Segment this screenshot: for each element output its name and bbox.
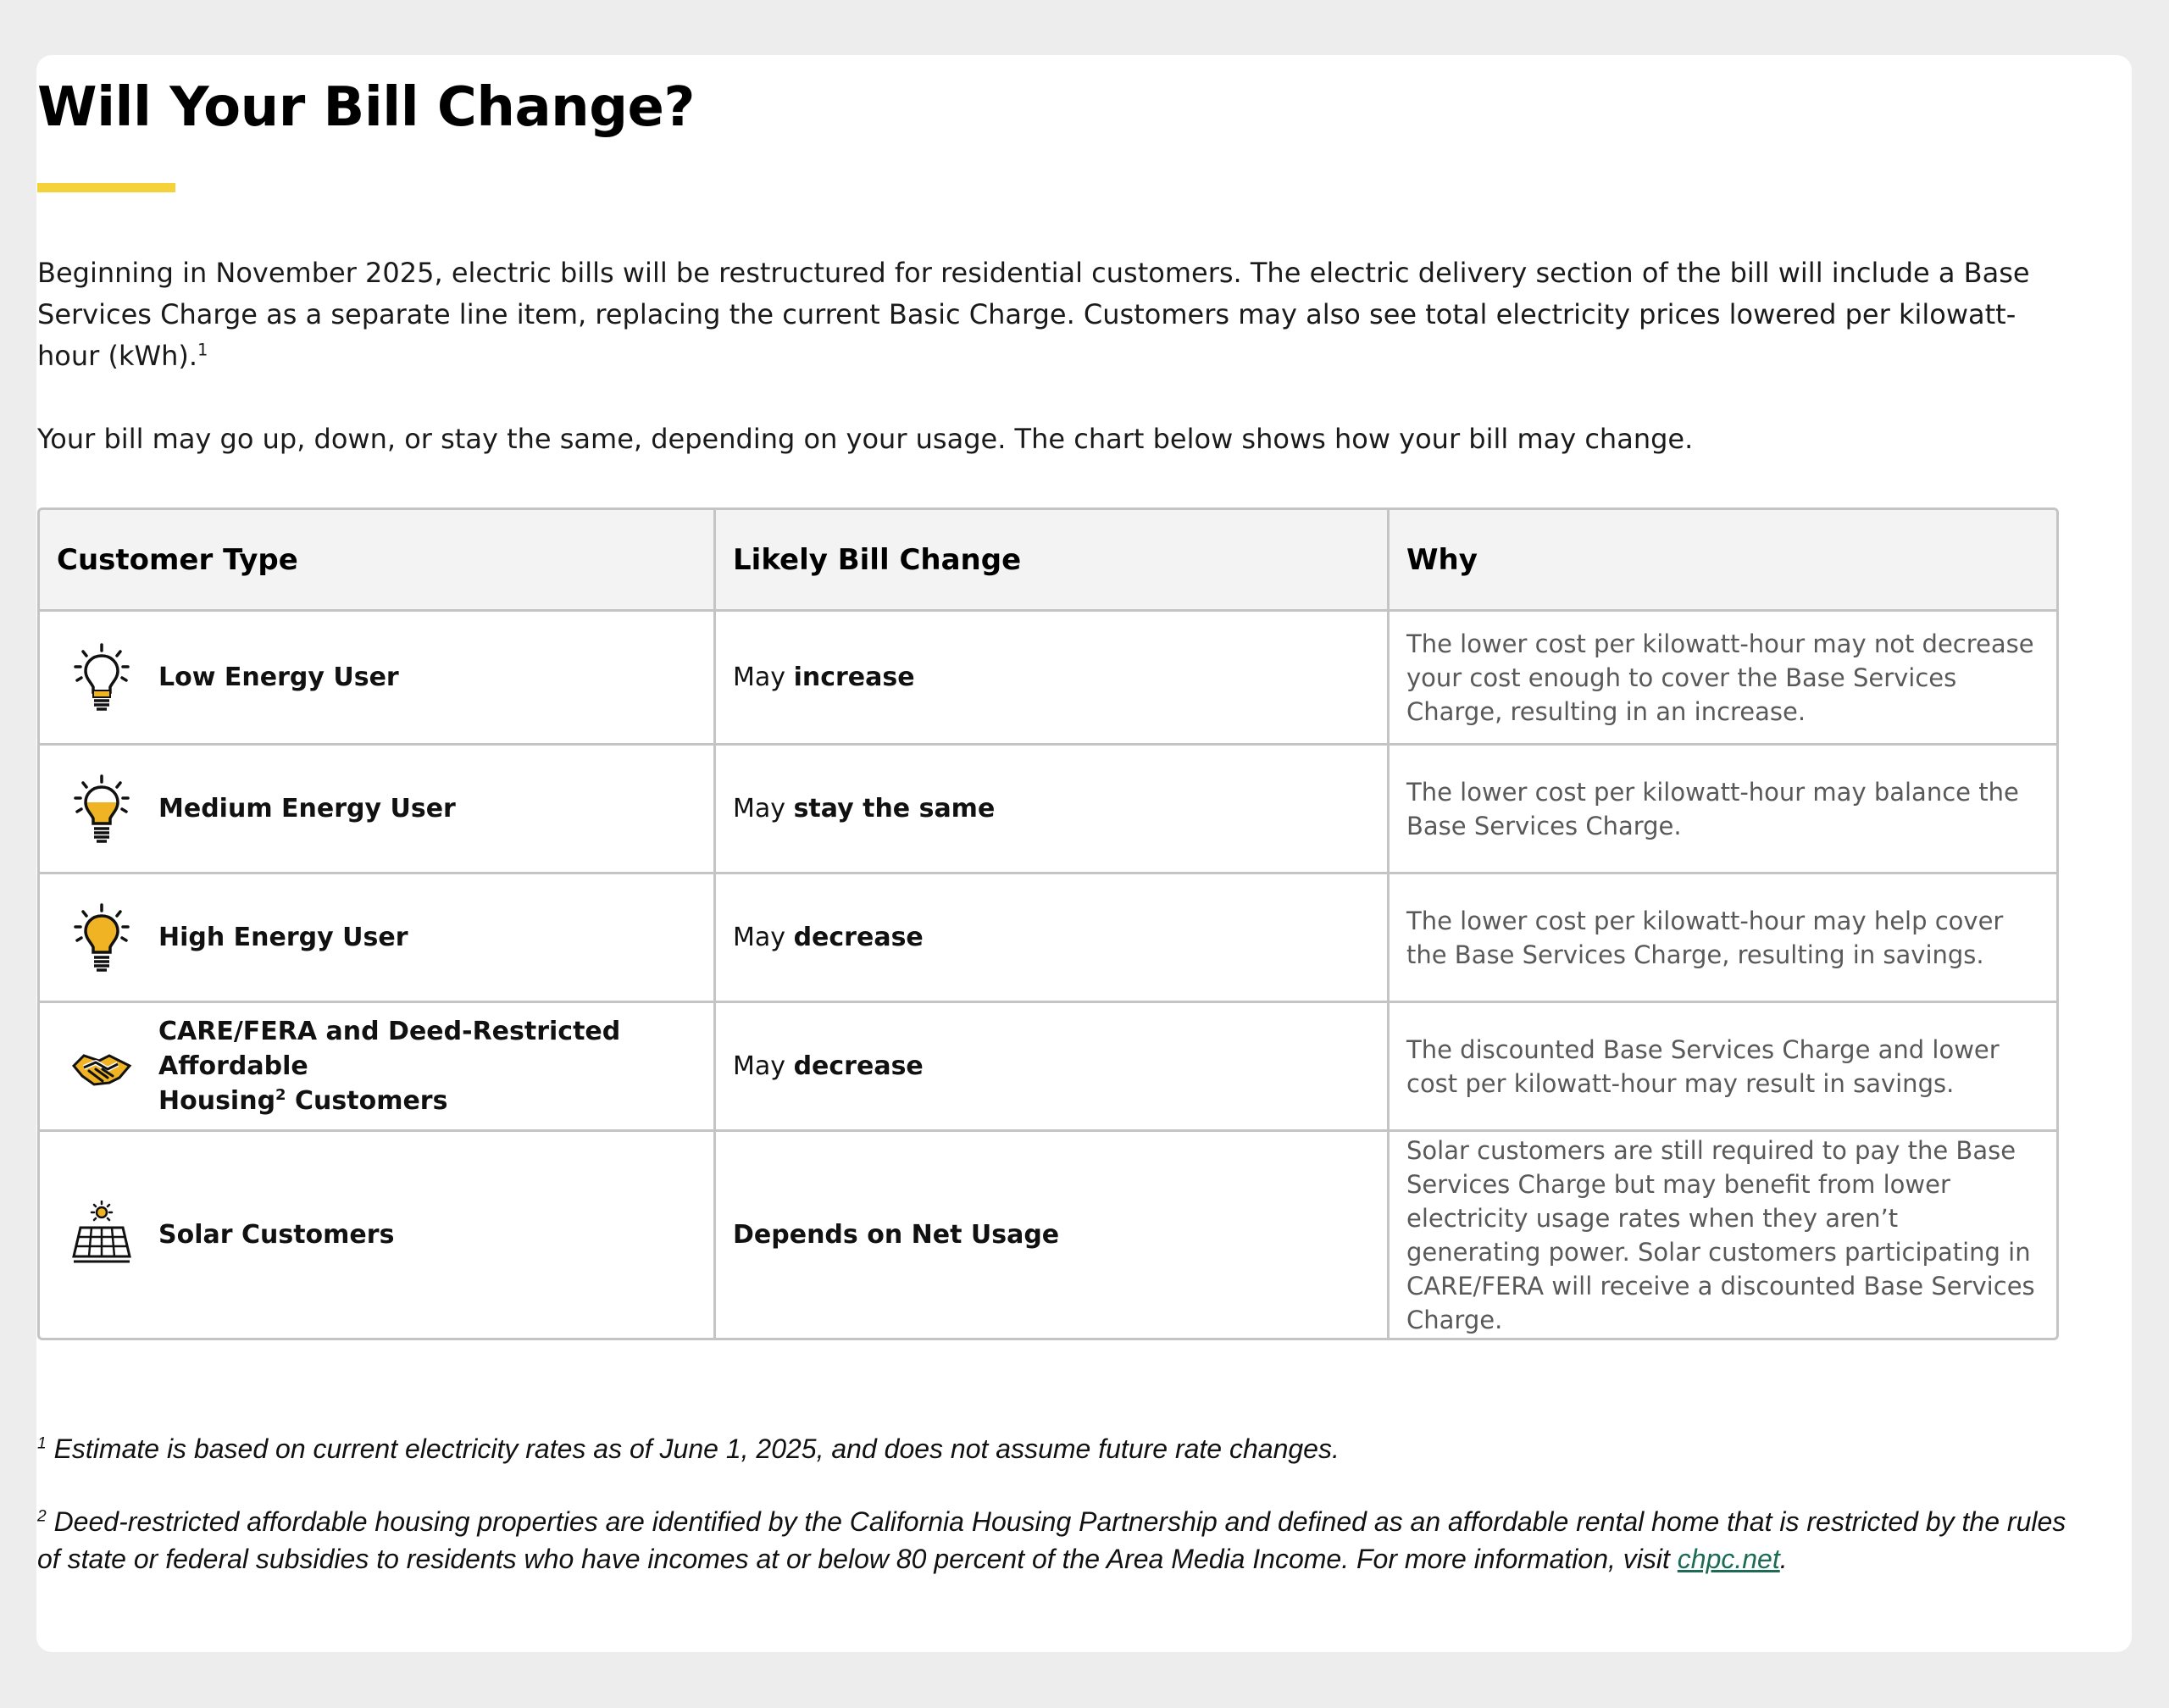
customer-type-label: Medium Energy User bbox=[158, 794, 456, 824]
header-why: Why bbox=[1387, 510, 2056, 609]
customer-type-label: Low Energy User bbox=[158, 663, 399, 692]
table-header-row bbox=[40, 510, 2056, 609]
lightbulb-empty-icon bbox=[70, 643, 133, 713]
footnote-2: $^2$ Deed-restricted affordable housing properties are identified by the California Housing Partnership and defined as an affordable rental home that is restricted by the rules of state or federal subsidies to residents who have incomes at or below 80 percent of the Area Media Income. For more information, visit chpc.net. bbox=[37, 1506, 2066, 1574]
lightbulb-half-icon bbox=[70, 774, 133, 844]
table-row bbox=[40, 1001, 2056, 1129]
intro-text bbox=[37, 252, 2071, 460]
bill-change-cell: May stay the same bbox=[713, 746, 1387, 872]
footnote-ref-2: 2 bbox=[275, 1086, 286, 1104]
lightbulb-full-icon bbox=[70, 903, 133, 973]
intro-paragraph-1: Beginning in November 2025, electric bills will be restructured for residential customers. The electric delivery section of the bill will include a Base Services Charge as a separate line item, replacing the current Basic Charge. Customers may also see total electricity prices lowered per kilowatt-hour (kWh).$^1$ bbox=[37, 257, 2030, 372]
footnote-ref-1: 1 bbox=[197, 340, 208, 360]
chpc-link[interactable]: chpc.net bbox=[1677, 1544, 1780, 1574]
customer-type-cell bbox=[40, 874, 713, 1001]
customer-type-label: CARE/FERA and Deed-Restricted Affordable Housing$^2$ Customers bbox=[158, 1017, 621, 1116]
customer-type-cell bbox=[40, 746, 713, 872]
header-likely-bill-change: Likely Bill Change bbox=[713, 510, 1387, 609]
bill-change-cell: Depends on Net Usage bbox=[713, 1132, 1387, 1338]
customer-type-cell bbox=[40, 1003, 713, 1129]
page-title: Will Your Bill Change? bbox=[37, 76, 696, 139]
customer-type-cell bbox=[40, 612, 713, 743]
solar-panel-icon bbox=[70, 1201, 133, 1270]
bill-change-cell: May decrease bbox=[713, 1003, 1387, 1129]
bill-change-cell: May increase bbox=[713, 612, 1387, 743]
why-cell: The discounted Base Services Charge and lower cost per kilowatt-hour may result in savings. bbox=[1387, 1003, 2056, 1129]
customer-type-cell bbox=[40, 1132, 713, 1338]
table-row bbox=[40, 609, 2056, 743]
intro-paragraph-2: Your bill may go up, down, or stay the same, depending on your usage. The chart below shows how your bill may change. bbox=[37, 423, 1694, 455]
bill-change-table bbox=[37, 507, 2059, 1340]
header-customer-type: Customer Type bbox=[57, 542, 298, 577]
table-row bbox=[40, 872, 2056, 1001]
why-cell: The lower cost per kilowatt-hour may not decrease your cost enough to cover the Base Services Charge, resulting in an increase. bbox=[1387, 612, 2056, 743]
why-cell: Solar customers are still required to pay the Base Services Charge but may benefit from lower electricity usage rates when they aren’t generating power. Solar customers participating in CARE/FERA will receive a discounted Base Services Charge. bbox=[1387, 1132, 2056, 1338]
why-cell: The lower cost per kilowatt-hour may balance the Base Services Charge. bbox=[1387, 746, 2056, 872]
customer-type-label: Solar Customers bbox=[158, 1220, 395, 1250]
handshake-icon bbox=[70, 1032, 133, 1101]
footnote-1: $^1$ Estimate is based on current electricity rates as of June 1, 2025, and does not assume future rate changes. bbox=[37, 1434, 1340, 1464]
table-row bbox=[40, 1129, 2056, 1338]
why-cell: The lower cost per kilowatt-hour may help cover the Base Services Charge, resulting in savings. bbox=[1387, 874, 2056, 1001]
customer-type-label: High Energy User bbox=[158, 923, 408, 952]
bill-change-cell: May decrease bbox=[713, 874, 1387, 1001]
table-row bbox=[40, 743, 2056, 872]
title-accent-bar bbox=[37, 183, 175, 192]
